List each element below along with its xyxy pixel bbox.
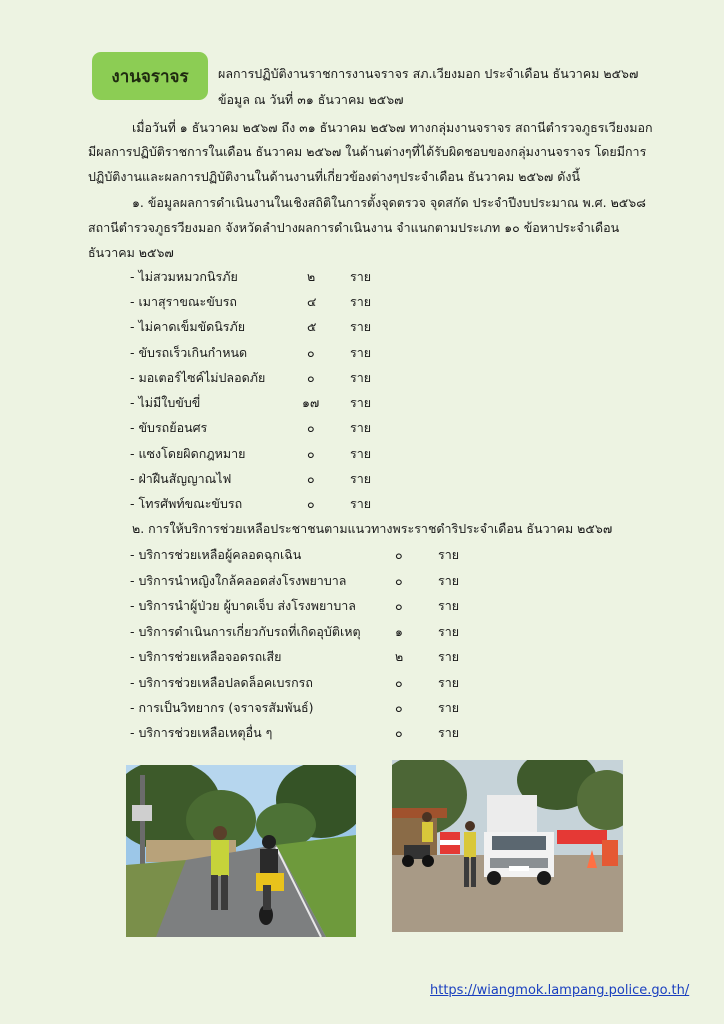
service-count: ๐ [395,725,403,740]
violation-count: ๐ [307,496,315,511]
report-date: ข้อมูล ณ วันที่ ๓๑ ธันวาคม ๒๕๖๗ [218,92,404,107]
service-unit: ราย [438,598,460,613]
service-label: - บริการช่วยเหลือเหตุอื่น ๆ [130,725,273,740]
service-unit: ราย [438,573,460,588]
service-unit: ราย [438,675,460,690]
violation-label: - โทรศัพท์ขณะขับรถ [130,496,243,511]
violation-unit: ราย [350,471,372,486]
violation-label: - ไม่มีใบขับขี่ [130,395,201,410]
violation-label: - ไม่สวมหมวกนิรภัย [130,269,238,284]
service-unit: ราย [438,649,460,664]
checkpoint-photo-truck [392,760,623,932]
violation-unit: ราย [350,319,372,334]
section2-heading: ๒. การให้บริการช่วยเหลือประชาชนตามแนวทางพระราชดำริประจำเดือน ธันวาคม ๒๕๖๗ [132,521,613,536]
service-unit: ราย [438,700,460,715]
violation-unit: ราย [350,496,372,511]
violation-unit: ราย [350,345,372,360]
service-count: ๑ [395,624,403,639]
violation-unit: ราย [350,269,372,284]
service-count: ๐ [395,573,403,588]
section1-heading-line: สถานีตำรวจภูธรวียงมอก จังหวัดลำปางผลการดำเนินงาน จำแนกตามประเภท ๑๐ ข้อหาประจำเดือน [88,220,620,235]
service-label: - บริการนำหญิงใกล้คลอดส่งโรงพยาบาล [130,573,347,588]
service-count: ๐ [395,598,403,613]
violation-label: - ขับรถย้อนศร [130,420,208,435]
section1-heading-line: ธันวาคม ๒๕๖๗ [88,245,174,260]
violation-unit: ราย [350,446,372,461]
violation-label: - มอเตอร์ไซค์ไม่ปลอดภัย [130,370,266,385]
service-label: - บริการดำเนินการเกี่ยวกับรถที่เกิดอุบัติเหตุ [130,624,361,639]
violation-count: ๒ [307,269,316,284]
intro-line: มีผลการปฏิบัติราชการในเดือน ธันวาคม ๒๕๖๗ ในด้านต่างๆที่ได้รับผิดชอบของกลุ่มงานจราจร โดยมีการ [88,144,647,159]
violation-count: ๐ [307,471,315,486]
violation-label: - แซงโดยผิดกฎหมาย [130,446,246,461]
website-link[interactable]: https://wiangmok.lampang.police.go.th/ [430,983,690,998]
violation-label: - ฝ่าฝืนสัญญาณไฟ [130,471,232,486]
service-label: - บริการนำผู้ป่วย ผู้บาดเจ็บ ส่งโรงพยาบาล [130,598,356,613]
service-count: ๐ [395,547,403,562]
service-label: - บริการช่วยเหลือปลดล็อคเบรกรถ [130,675,313,690]
violation-label: - ไม่คาดเข็มขัดนิรภัย [130,319,246,334]
service-label: - การเป็นวิทยากร (จราจรสัมพันธ์) [130,700,314,715]
service-count: ๐ [395,675,403,690]
violation-count: ๕ [307,319,317,334]
service-count: ๒ [395,649,404,664]
violation-unit: ราย [350,395,372,410]
service-unit: ราย [438,624,460,639]
violation-label: - ขับรถเร็วเกินกำหนด [130,345,248,360]
violation-label: - เมาสุราขณะขับรถ [130,294,237,309]
section1-heading-line: ๑. ข้อมูลผลการดำเนินงานในเชิงสถิติในการตั้งจุดตรวจ จุดสกัด ประจำปีงบประมาณ พ.ศ. ๒๕๖๘ [132,195,646,210]
violation-unit: ราย [350,370,372,385]
violation-unit: ราย [350,294,372,309]
checkpoint-photo-motorcycle [126,765,356,937]
violation-count: ๑๗ [302,395,320,410]
violation-count: ๐ [307,420,315,435]
intro-line: เมื่อวันที่ ๑ ธันวาคม ๒๕๖๗ ถึง ๓๑ ธันวาคม ๒๕๖๗ ทางกลุ่มงานจราจร สถานีตำรวจภูธรเวียงมอก [132,120,653,135]
violation-count: ๐ [307,446,315,461]
intro-line: ปฏิบัติงานและผลการปฏิบัติงานในด้านงานที่เกี่ยวข้องต่างๆประจำเดือน ธันวาคม ๒๕๖๗ ดังนี้ [88,169,581,184]
report-title: ผลการปฏิบัติงานราชการงานจราจร สภ.เวียงมอก ประจำเดือน ธันวาคม ๒๕๖๗ [218,66,639,81]
section-badge: งานจราจร [92,52,208,100]
violation-unit: ราย [350,420,372,435]
service-label: - บริการช่วยเหลือผู้คลอดฉุกเฉิน [130,547,302,562]
service-label: - บริการช่วยเหลือจอดรถเสีย [130,649,282,664]
violation-count: ๔ [307,294,317,309]
service-count: ๐ [395,700,403,715]
service-unit: ราย [438,547,460,562]
service-unit: ราย [438,725,460,740]
violation-count: ๐ [307,345,315,360]
violation-count: ๐ [307,370,315,385]
